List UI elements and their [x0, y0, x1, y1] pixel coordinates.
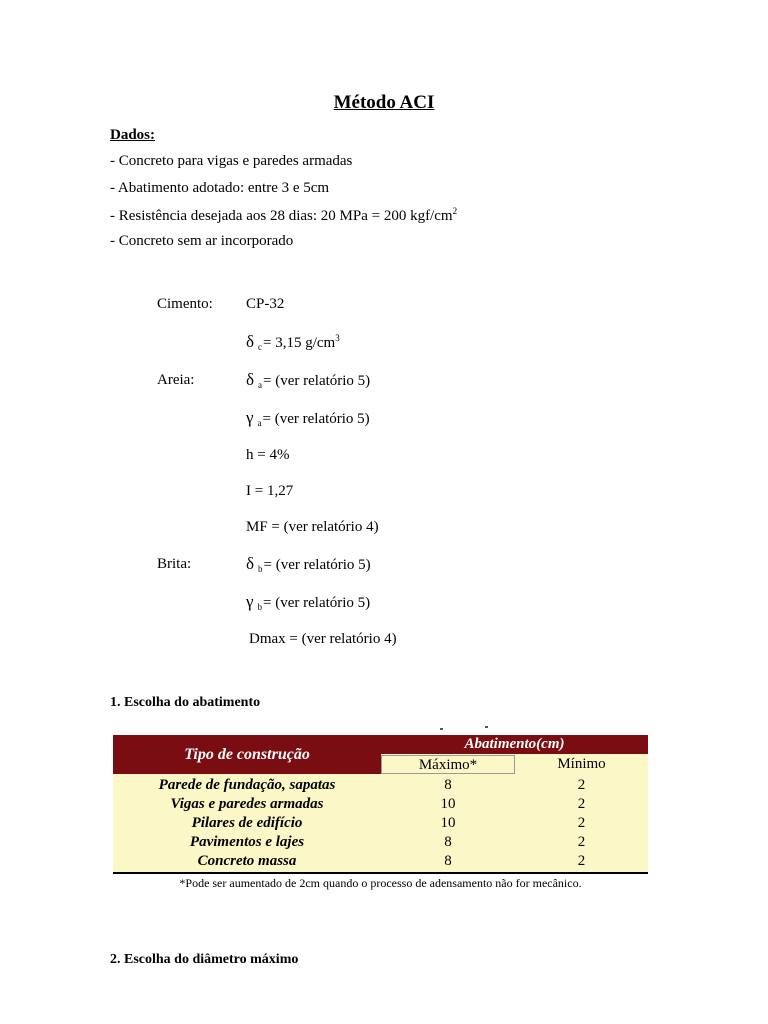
table-header-tipo: Tipo de construção	[113, 735, 381, 774]
dados-heading: Dados:	[110, 127, 156, 143]
symbol-gamma: γ	[246, 592, 254, 611]
table-header-abatimento: Abatimento(cm)	[381, 735, 648, 754]
dados-item-2: - Abatimento adotado: entre 3 e 5cm	[110, 180, 330, 196]
dados-item-1: - Concreto para vigas e paredes armadas	[110, 153, 353, 169]
cell-tipo: Vigas e paredes armadas	[170, 796, 324, 812]
areia-massa-unitaria	[246, 408, 370, 428]
value-text: = (ver relatório 5)	[262, 411, 370, 427]
subscript: a	[258, 380, 263, 390]
dados-item-3	[110, 206, 457, 225]
value-text: = 3,15 g/cm	[263, 335, 336, 351]
areia-modulo-finura: MF = (ver relatório 4)	[246, 519, 379, 535]
subscript: b	[258, 564, 263, 574]
table-row	[113, 795, 648, 814]
dados-item-3-text: - Resistência desejada aos 28 dias: 20 MPa = 200 kgf/cm	[110, 208, 453, 224]
areia-inchamento: I = 1,27	[246, 483, 294, 499]
brita-dmax: Dmax = (ver relatório 4)	[249, 631, 397, 647]
cimento-label: Cimento:	[157, 296, 213, 312]
section-1-heading: 1. Escolha do abatimento	[110, 695, 261, 710]
table-subheader-minimo: Mínimo	[557, 756, 606, 772]
table-row	[113, 852, 648, 871]
table-footnote: *Pode ser aumentado de 2cm quando o processo de adensamento não for mecânico.	[179, 876, 582, 890]
section-2-heading: 2. Escolha do diâmetro máximo	[110, 952, 299, 967]
symbol-delta: δ	[246, 332, 255, 351]
scan-artifact	[485, 726, 488, 728]
document-title: Método ACI	[333, 92, 435, 113]
cell-min: 2	[577, 834, 586, 850]
scan-artifact	[440, 728, 443, 730]
cimento-tipo: CP-32	[246, 296, 285, 312]
cell-min: 2	[577, 853, 586, 869]
cell-tipo: Parede de fundação, sapatas	[158, 777, 336, 793]
cell-max: 8	[444, 834, 452, 850]
table-row	[113, 776, 648, 795]
symbol-gamma: γ	[246, 408, 254, 427]
brita-densidade	[246, 554, 371, 574]
brita-massa-unitaria	[246, 592, 370, 612]
cell-min: 2	[577, 815, 586, 831]
superscript: 3	[335, 333, 340, 343]
cell-max: 10	[440, 796, 456, 812]
cell-max: 8	[444, 853, 452, 869]
dados-item-3-sup: 2	[452, 206, 458, 216]
subscript: c	[258, 342, 263, 352]
areia-densidade	[246, 370, 370, 390]
cell-tipo: Concreto massa	[197, 853, 297, 869]
table-bottom-rule	[113, 872, 648, 874]
table-subheader-maximo: Máximo*	[381, 755, 515, 774]
cell-max: 8	[444, 777, 452, 793]
cell-max: 10	[440, 815, 456, 831]
symbol-delta: δ	[246, 554, 255, 573]
value-text: = (ver relatório 5)	[263, 595, 371, 611]
value-text: = (ver relatório 5)	[263, 373, 371, 389]
table-row	[113, 833, 648, 852]
abatimento-table	[113, 735, 648, 872]
symbol-delta: δ	[246, 370, 255, 389]
table-row	[113, 814, 648, 833]
value-text: = (ver relatório 5)	[263, 557, 371, 573]
cimento-densidade	[246, 332, 340, 352]
cell-min: 2	[577, 796, 586, 812]
brita-label: Brita:	[157, 556, 192, 572]
subscript: b	[257, 602, 263, 612]
cell-tipo: Pilares de edifício	[191, 815, 303, 831]
subscript: a	[257, 418, 262, 428]
dados-item-4: - Concreto sem ar incorporado	[110, 233, 294, 249]
cell-tipo: Pavimentos e lajes	[189, 834, 305, 850]
areia-label: Areia:	[157, 372, 195, 388]
areia-umidade: h = 4%	[246, 447, 290, 463]
cell-min: 2	[577, 777, 586, 793]
